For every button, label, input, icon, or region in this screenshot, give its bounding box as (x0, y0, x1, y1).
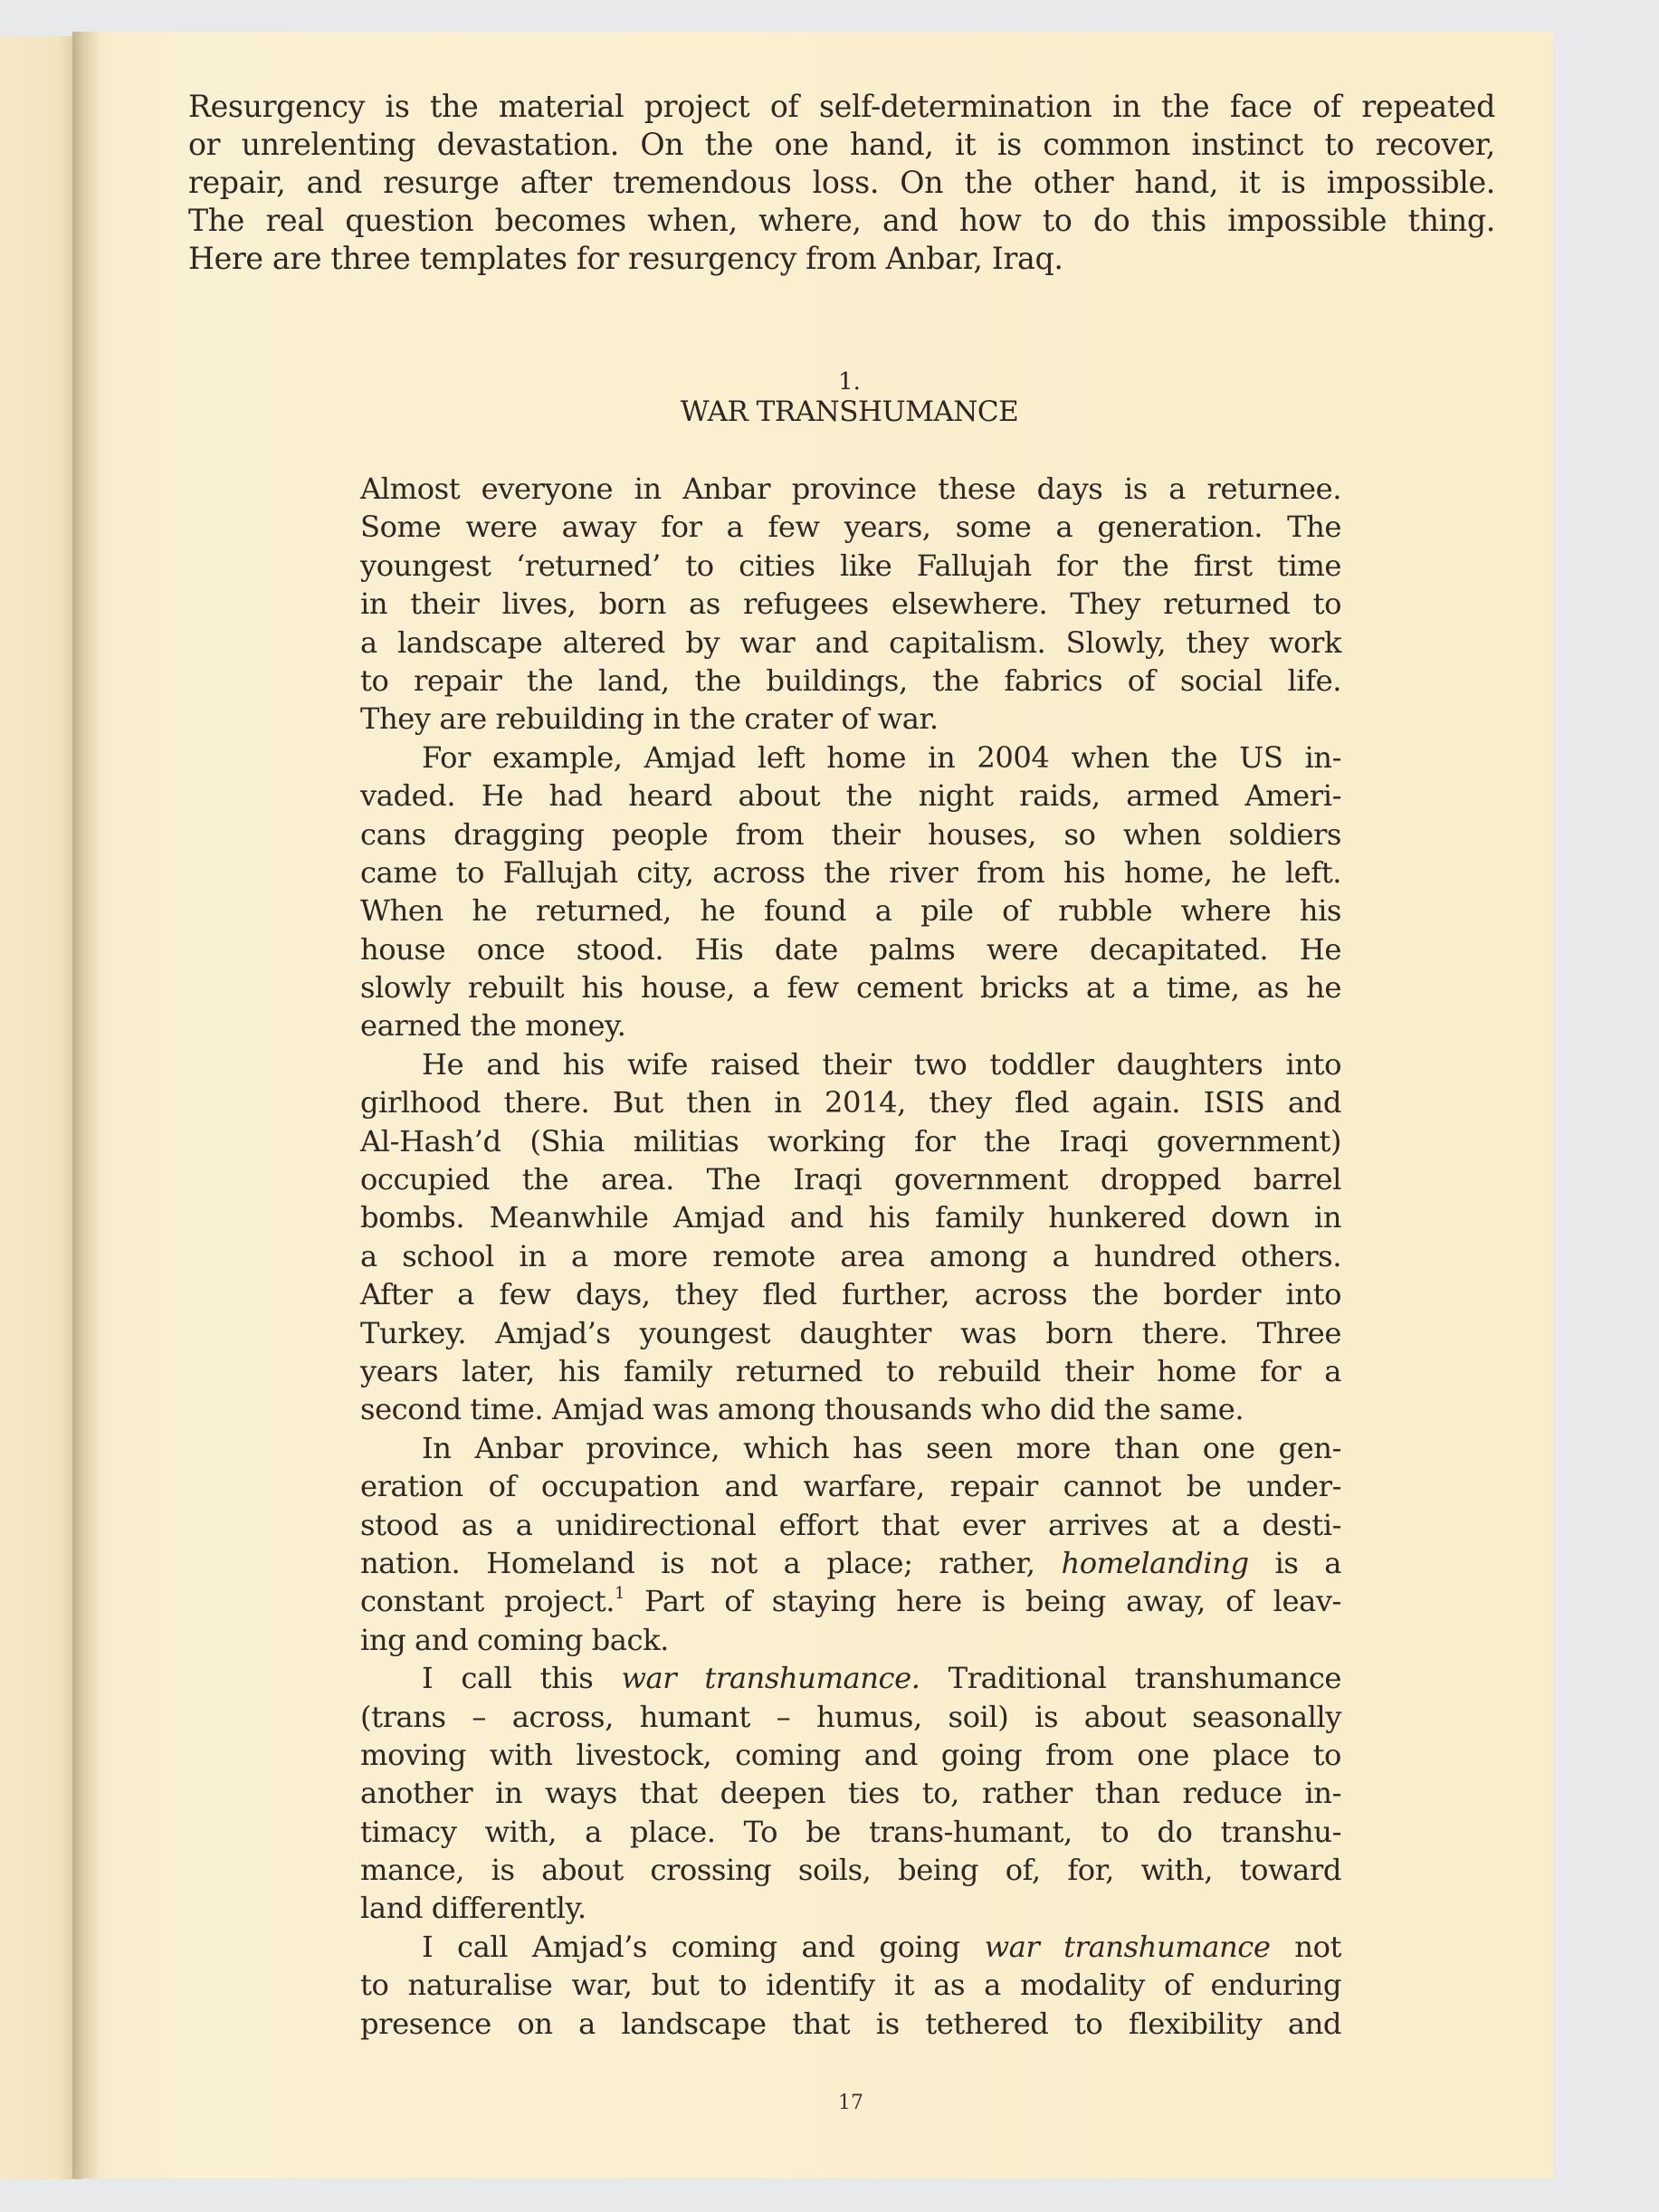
text-run: not (1270, 1929, 1341, 1964)
text-run: constant project. (360, 1584, 615, 1619)
body-line (360, 1928, 1341, 1966)
intro-paragraph (188, 88, 1495, 278)
italic-term: war transhumance. (621, 1661, 920, 1696)
gutter-shadow (72, 32, 100, 2179)
body-line: presence on a landscape that is tethered to flexibility and (360, 2006, 1341, 2041)
body-line: ing and coming back. (360, 1622, 669, 1657)
intro-line: or unrelenting devastation. On the one hand, it is common instinct to recover, (188, 127, 1495, 162)
body-line: In Anbar province, which has seen more than one gen- (422, 1430, 1341, 1465)
intro-line: Resurgency is the material project of self-determination in the face of repeated (188, 89, 1495, 124)
text-run: is a (1248, 1545, 1342, 1580)
body-line: cans dragging people from their houses, so when soldiers (360, 816, 1341, 852)
body-line: a school in a more remote area among a hundred others. (360, 1238, 1341, 1273)
text-run: Part of staying here is being away, of leav- (625, 1584, 1341, 1619)
body-line (360, 1544, 1341, 1582)
text-run: I call Amjad’s coming and going (422, 1929, 985, 1964)
body-line: slowly rebuilt his house, a few cement bricks at a time, as he (360, 970, 1341, 1006)
book-page (72, 32, 1553, 2179)
body-line: moving with livestock, coming and going from one place to (360, 1737, 1341, 1772)
body-line: When he returned, he found a pile of rubble where his (360, 893, 1341, 929)
body-line: eration of occupation and warfare, repair cannot be under- (360, 1469, 1341, 1504)
body-line: vaded. He had heard about the night raids, armed Ameri- (360, 778, 1341, 814)
body-line (360, 1659, 1341, 1697)
text-run: Traditional transhumance (920, 1661, 1341, 1696)
body-line: They are rebuilding in the crater of war. (360, 701, 939, 737)
italic-term: homelanding (1061, 1545, 1249, 1580)
intro-line: repair, and resurge after tremendous loss. On the other hand, it is impossible. (188, 165, 1495, 200)
footnote-marker[interactable]: 1 (615, 1584, 625, 1604)
body-line (360, 1582, 1341, 1620)
intro-line: The real question becomes when, where, and how to do this impossible thing. (188, 203, 1495, 238)
body-line: earned the money. (360, 1008, 626, 1044)
page-number: 17 (838, 2092, 863, 2114)
body-line: bombs. Meanwhile Amjad and his family hunkered down in (360, 1200, 1341, 1235)
facing-page-edge (0, 36, 81, 2179)
body-line: occupied the area. The Iraqi government dropped barrel (360, 1162, 1341, 1197)
body-line: For example, Amjad left home in 2004 when the US in- (422, 739, 1341, 775)
italic-term: war transhumance (984, 1929, 1271, 1964)
text-run: nation. Homeland is not a place; rather, (360, 1545, 1062, 1580)
body-line: in their lives, born as refugees elsewhere. They returned to (360, 586, 1341, 622)
body-line: After a few days, they fled further, across the border into (360, 1277, 1341, 1312)
body-line: house once stood. His date palms were decapitated. He (360, 931, 1341, 967)
section-body (360, 470, 1341, 2043)
section-title: WAR TRANSHUMANCE (680, 396, 1019, 428)
body-line: to naturalise war, but to identify it as a modality of enduring (360, 1968, 1341, 2003)
body-line: (trans – across, humant – humus, soil) is about seasonally (360, 1699, 1341, 1734)
body-line: Turkey. Amjad’s youngest daughter was born there. Three (360, 1315, 1341, 1350)
body-line: Al-Hash’d (Shia militias working for the Iraqi government) (360, 1123, 1341, 1158)
body-line: youngest ‘returned’ to cities like Fallujah for the first time (360, 548, 1341, 583)
body-line: He and his wife raised their two toddler daughters into (422, 1046, 1341, 1082)
body-line: Some were away for a few years, some a generation. The (360, 510, 1341, 545)
body-line: land differently. (360, 1891, 586, 1926)
text-run: I call this (422, 1661, 622, 1696)
body-line: another in ways that deepen ties to, rather than reduce in- (360, 1776, 1341, 1811)
intro-line: Here are three templates for resurgency from Anbar, Iraq. (188, 241, 1063, 276)
body-line: to repair the land, the buildings, the fabrics of social life. (360, 663, 1341, 698)
body-line: second time. Amjad was among thousands who did the same. (360, 1392, 1244, 1427)
body-line: stood as a unidirectional effort that ever arrives at a desti- (360, 1507, 1341, 1542)
body-line: Almost everyone in Anbar province these days is a returnee. (360, 472, 1341, 506)
body-line: a landscape altered by war and capitalism. Slowly, they work (360, 625, 1341, 660)
body-line: timacy with, a place. To be trans-humant, to do transhu- (360, 1814, 1341, 1849)
body-line: came to Fallujah city, across the river from his home, he left. (360, 854, 1341, 890)
body-line: mance, is about crossing soils, being of, for, with, toward (360, 1853, 1341, 1888)
section-number: 1. (838, 368, 861, 396)
body-line: girlhood there. But then in 2014, they fled again. ISIS and (360, 1085, 1341, 1120)
body-line: years later, his family returned to rebuild their home for a (360, 1353, 1341, 1388)
